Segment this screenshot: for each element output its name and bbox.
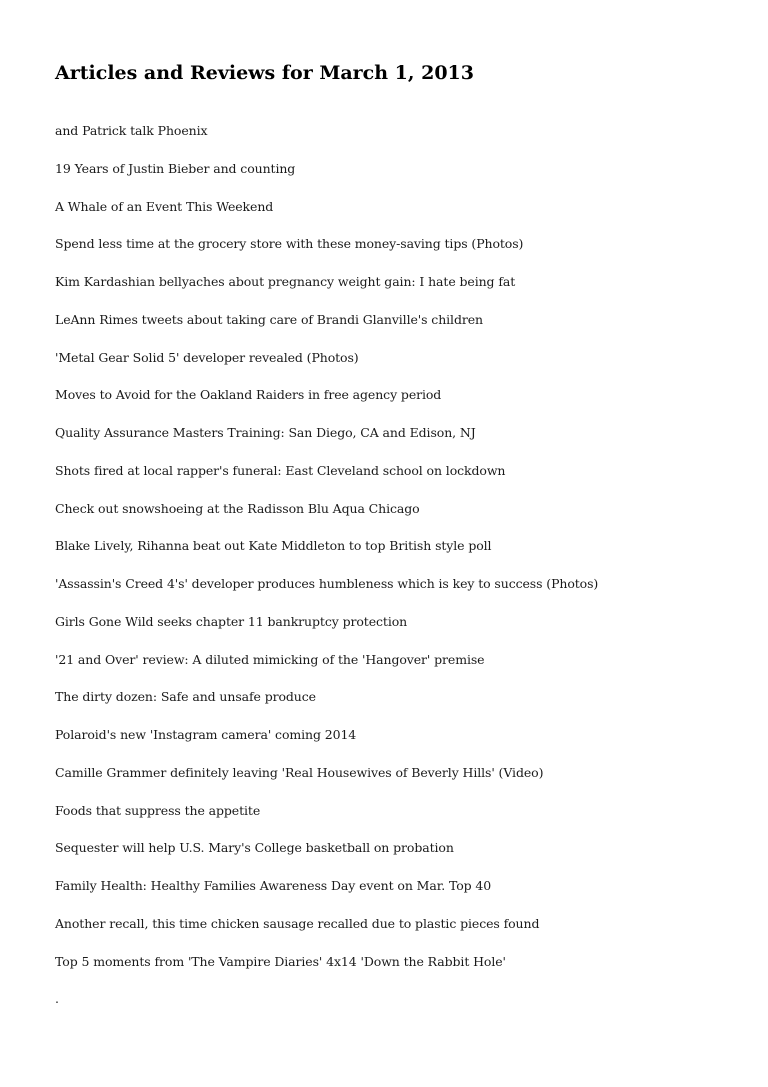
article-item: The dirty dozen: Safe and unsafe produce bbox=[55, 689, 316, 705]
article-item: and Patrick talk Phoenix bbox=[55, 123, 208, 138]
article-item: Kim Kardashian bellyaches about pregnancy weight gain: I hate being fat bbox=[55, 274, 516, 289]
article-item: '21 and Over' review: A diluted mimicking of the 'Hangover' premise bbox=[55, 651, 485, 667]
article-item: Spend less time at the grocery store with these money-saving tips (Photos) bbox=[55, 236, 524, 252]
article-item: Family Health: Healthy Families Awareness Day event on Mar. Top 40 bbox=[55, 878, 492, 893]
article-item: Camille Grammer definitely leaving 'Real Housewives of Beverly Hills' (Video) bbox=[55, 764, 544, 780]
article-item: 19 Years of Justin Bieber and counting bbox=[55, 160, 296, 176]
article-item: Girls Gone Wild seeks chapter 11 bankruptcy protection bbox=[55, 613, 408, 629]
article-item: Sequester will help U.S. Mary's College basketball on probation bbox=[55, 840, 454, 856]
article-item: Blake Lively, Rihanna beat out Kate Middleton to top British style poll bbox=[55, 538, 492, 554]
page-title: Articles and Reviews for March 1, 2013 bbox=[55, 62, 475, 84]
article-item: Quality Assurance Masters Training: San Diego, CA and Edison, NJ bbox=[55, 425, 476, 440]
article-item: Top 5 moments from 'The Vampire Diaries' 4x14 'Down the Rabbit Hole' bbox=[55, 953, 506, 969]
article-item: Polaroid's new 'Instagram camera' coming 2014 bbox=[55, 727, 357, 742]
article-item: LeAnn Rimes tweets about taking care of Brandi Glanville's children bbox=[55, 311, 483, 327]
article-list bbox=[55, 122, 598, 1028]
article-item: Another recall, this time chicken sausage recalled due to plastic pieces found bbox=[55, 915, 540, 931]
article-item: 'Metal Gear Solid 5' developer revealed (Photos) bbox=[55, 349, 359, 365]
article-item: A Whale of an Event This Weekend bbox=[55, 198, 274, 214]
article-item: Moves to Avoid for the Oakland Raiders in free agency period bbox=[55, 387, 442, 403]
article-item: 'Assassin's Creed 4's' developer produces humbleness which is key to success (Photos) bbox=[55, 576, 599, 591]
article-item: Foods that suppress the appetite bbox=[55, 802, 261, 818]
article-item: Shots fired at local rapper's funeral: East Cleveland school on lockdown bbox=[55, 462, 506, 478]
article-item: Check out snowshoeing at the Radisson Blu Aqua Chicago bbox=[55, 500, 420, 516]
article-item: . bbox=[55, 991, 59, 1007]
